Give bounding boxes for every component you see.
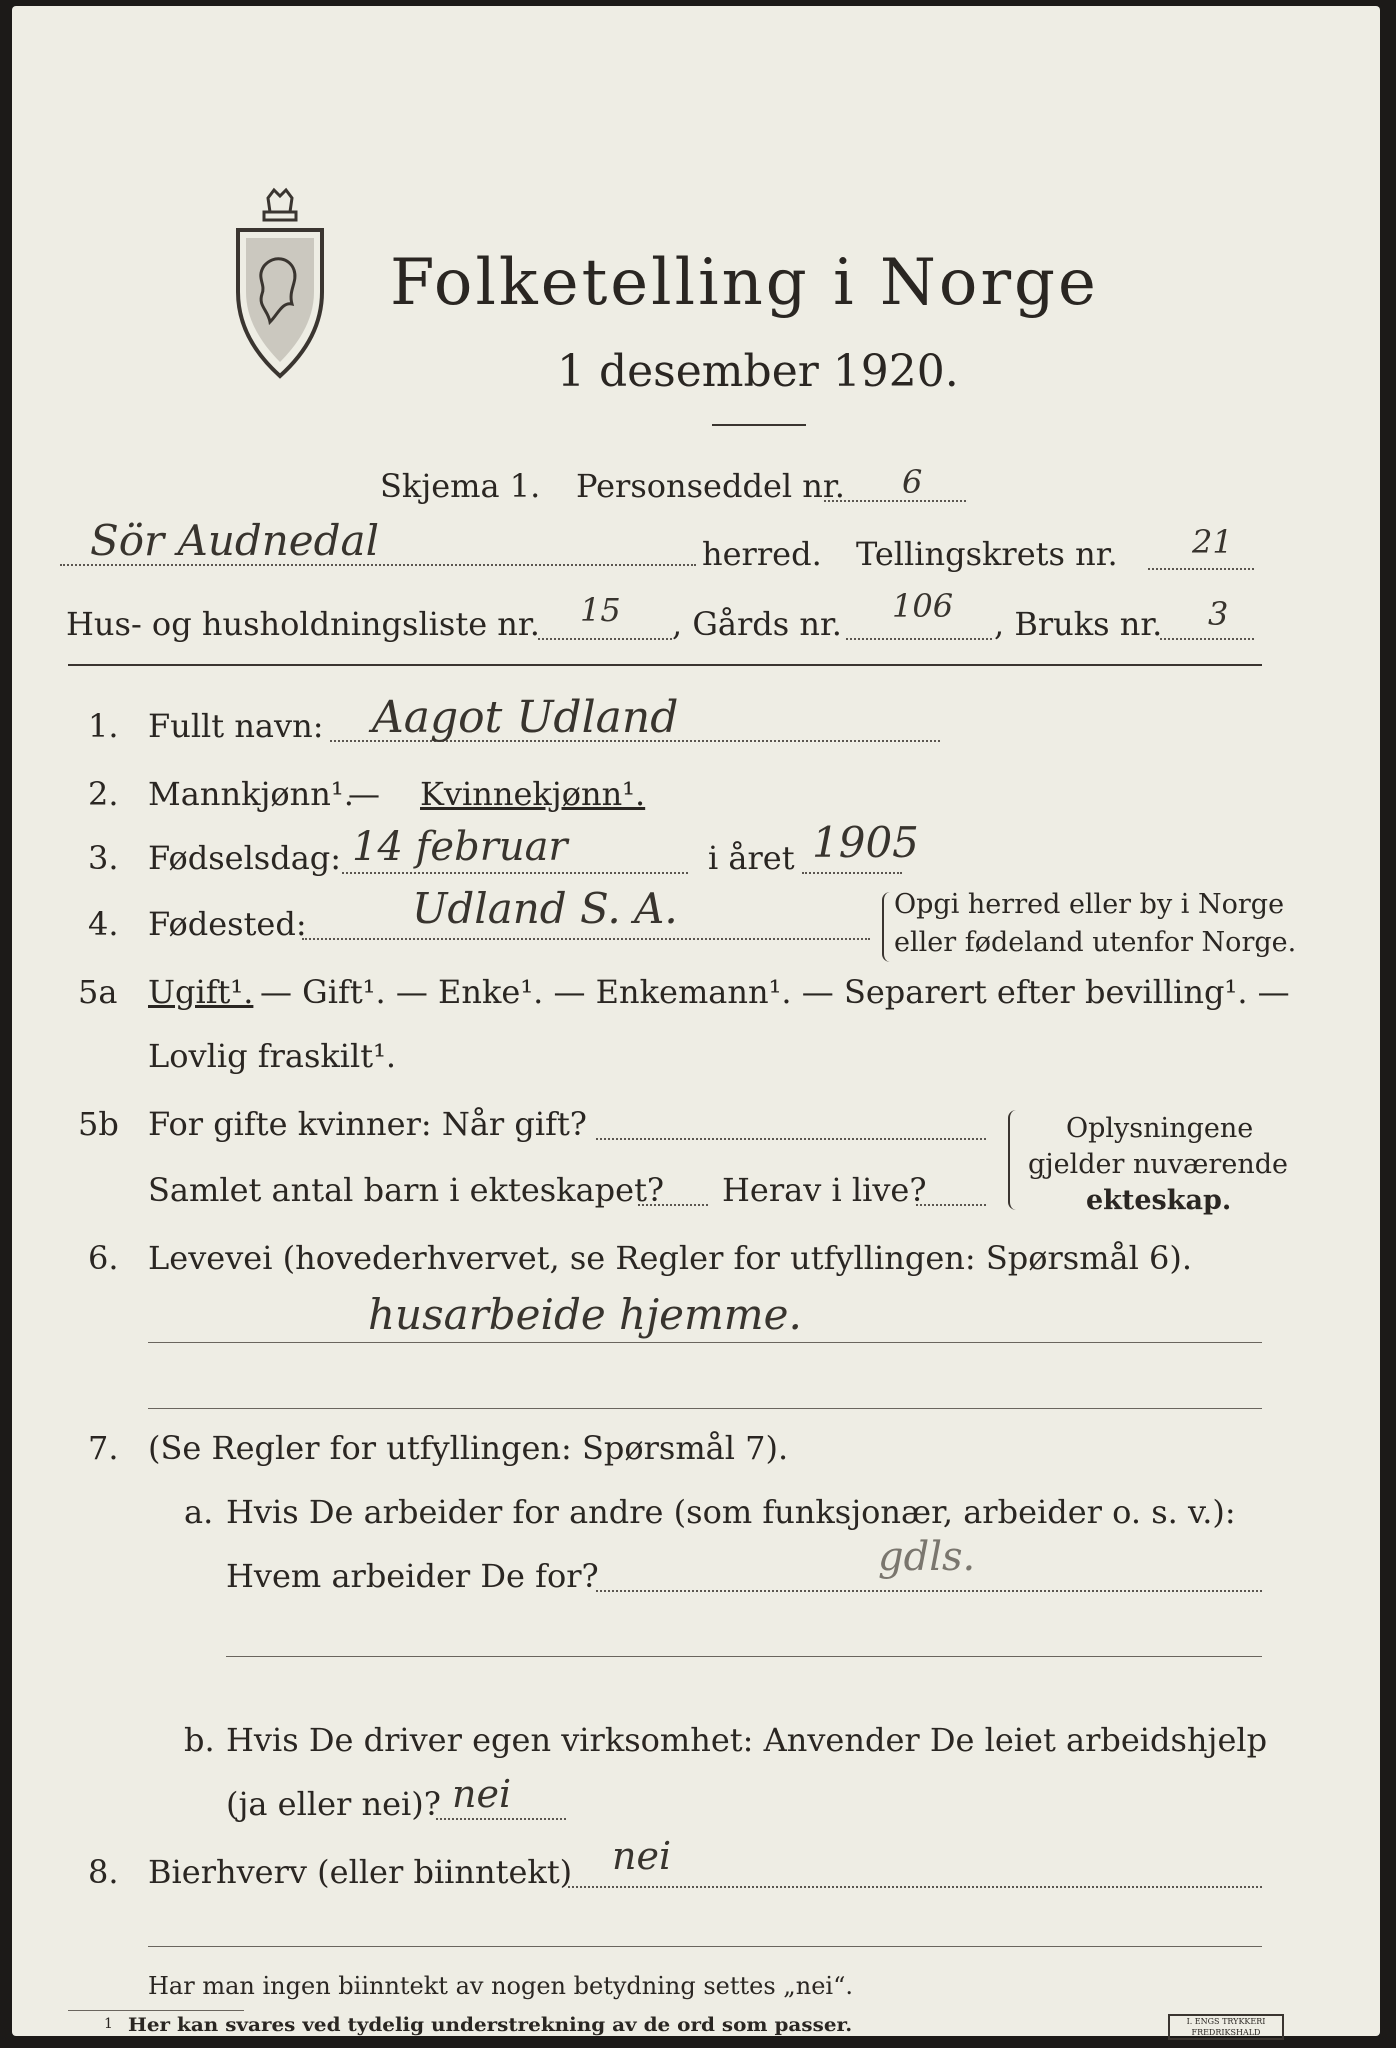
q4-value[interactable]: Udland S. A. <box>412 884 678 933</box>
q6-line-2 <box>148 1408 1262 1409</box>
q7b-line2: (ja eller nei)? <box>226 1785 441 1823</box>
q7a-value[interactable]: gdls. <box>878 1534 976 1580</box>
q5b-alive-label: Herav i live? <box>722 1171 927 1209</box>
q3-year-line <box>802 872 902 874</box>
q3-year-label: i året <box>708 839 795 877</box>
q1-number: 1. <box>88 707 119 745</box>
q8-value[interactable]: nei <box>612 1834 672 1878</box>
q4-number: 4. <box>88 905 119 943</box>
q5b-note-line3: ekteskap. <box>1086 1185 1232 1216</box>
tellingskrets-value[interactable]: 21 <box>1192 523 1233 561</box>
husliste-label: Hus- og husholdningsliste nr. <box>66 605 540 643</box>
form-title: Folketelling i Norge <box>390 246 1099 320</box>
q7a-extra-line <box>226 1656 1262 1657</box>
q5b-children-label: Samlet antal barn i ekteskapet? <box>148 1171 665 1209</box>
q8-number: 8. <box>88 1853 119 1891</box>
footer-note: Har man ingen biinntekt av nogen betydning settes „nei“. <box>148 1972 853 2000</box>
q8-line <box>568 1886 1262 1888</box>
q6-label: Levevei (hovederhvervet, se Regler for utfyllingen: Spørsmål 6). <box>148 1239 1193 1277</box>
q5b-alive-line <box>916 1204 986 1206</box>
q7a-line <box>596 1590 1262 1592</box>
q8-extra-line <box>148 1946 1262 1947</box>
q7b-line <box>436 1818 566 1820</box>
schema-label: Skjema 1. <box>380 467 541 505</box>
printer-stamp <box>1168 2014 1284 2040</box>
q7b-letter: b. <box>184 1721 215 1759</box>
q3-line <box>342 872 688 874</box>
footnote-text: Her kan svares ved tydelig understrekning av de ord som passer. <box>128 2014 853 2036</box>
header-divider <box>68 664 1262 666</box>
bruks-label: , Bruks nr. <box>994 605 1163 643</box>
q5b-note-line1: Oplysningene <box>1066 1113 1254 1144</box>
tellingskrets-label: Tellingskrets nr. <box>856 535 1118 573</box>
herred-label: herred. <box>702 535 822 573</box>
husliste-value[interactable]: 15 <box>580 591 621 629</box>
q6-number: 6. <box>88 1239 119 1277</box>
q5b-married-line <box>596 1138 986 1140</box>
q2-male: Mannkjønn¹. <box>148 775 354 813</box>
q4-note-brace <box>882 892 890 962</box>
q3-year-value[interactable]: 1905 <box>812 818 919 867</box>
q7b-value[interactable]: nei <box>452 1772 512 1816</box>
gards-label: , Gårds nr. <box>672 605 842 643</box>
q3-label: Fødselsdag: <box>148 839 342 877</box>
q6-line-1 <box>148 1342 1262 1343</box>
q4-note-line1: Opgi herred eller by i Norge <box>894 889 1285 920</box>
census-date: 1 desember 1920. <box>557 346 959 397</box>
q3-number: 3. <box>88 839 119 877</box>
herred-line <box>60 564 696 566</box>
husliste-line <box>538 638 672 640</box>
personseddel-label: Personseddel nr. <box>576 467 845 505</box>
q2-female: Kvinnekjønn¹. <box>420 775 646 813</box>
q8-label: Bierhverv (eller biinntekt) <box>148 1853 573 1891</box>
herred-value[interactable]: Sör Audnedal <box>90 516 380 565</box>
q5a-options: — Gift¹. — Enke¹. — Enkemann¹. — Separert efter bevilling¹. — <box>260 973 1290 1011</box>
q7-label: (Se Regler for utfyllingen: Spørsmål 7). <box>148 1429 789 1467</box>
gards-line <box>846 638 992 640</box>
q7a-letter: a. <box>184 1493 214 1531</box>
norwegian-coat-of-arms-icon <box>220 186 340 386</box>
q4-note-line2: eller fødeland utenfor Norge. <box>894 927 1297 958</box>
bruks-line <box>1160 638 1254 640</box>
q2-separator: — <box>348 775 380 813</box>
personseddel-value[interactable]: 6 <box>902 463 923 501</box>
q5a-ugift: Ugift¹. <box>148 973 254 1011</box>
gards-value[interactable]: 106 <box>892 587 954 625</box>
q7a-line2: Hvem arbeider De for? <box>226 1557 599 1595</box>
q4-line <box>302 938 870 940</box>
q5b-note-line2: gjelder nuværende <box>1028 1149 1288 1180</box>
tellingskrets-line <box>1148 568 1254 570</box>
q4-label: Fødested: <box>148 905 307 943</box>
q5b-number: 5b <box>78 1105 119 1143</box>
census-form-page <box>12 6 1380 2036</box>
q1-value[interactable]: Aagot Udland <box>372 692 679 743</box>
bruks-value[interactable]: 3 <box>1208 595 1229 633</box>
q6-value[interactable]: husarbeide hjemme. <box>368 1290 802 1339</box>
q5b-line1: For gifte kvinner: Når gift? <box>148 1105 587 1143</box>
footnote-mark: 1 <box>104 2016 113 2032</box>
q3-value[interactable]: 14 februar <box>352 824 568 870</box>
q7-number: 7. <box>88 1429 119 1467</box>
footnote-divider <box>68 2010 244 2011</box>
q1-label: Fullt navn: <box>148 707 324 745</box>
q5b-children-line <box>638 1204 708 1206</box>
q5b-note-brace <box>1008 1110 1016 1210</box>
printer-stamp-line1: I. ENGS TRYKKERI <box>1186 2017 1266 2026</box>
q7b-line1: Hvis De driver egen virksomhet: Anvender De leiet arbeidshjelp <box>226 1721 1268 1759</box>
q5a-number: 5a <box>78 973 118 1011</box>
title-divider <box>712 424 806 426</box>
personseddel-line <box>824 500 966 502</box>
q5a-line2: Lovlig fraskilt¹. <box>148 1037 397 1075</box>
printer-stamp-line2: FREDRIKSHALD <box>1191 2028 1261 2037</box>
q7a-line1: Hvis De arbeider for andre (som funksjonær, arbeider o. s. v.): <box>226 1493 1236 1531</box>
q2-number: 2. <box>88 775 119 813</box>
